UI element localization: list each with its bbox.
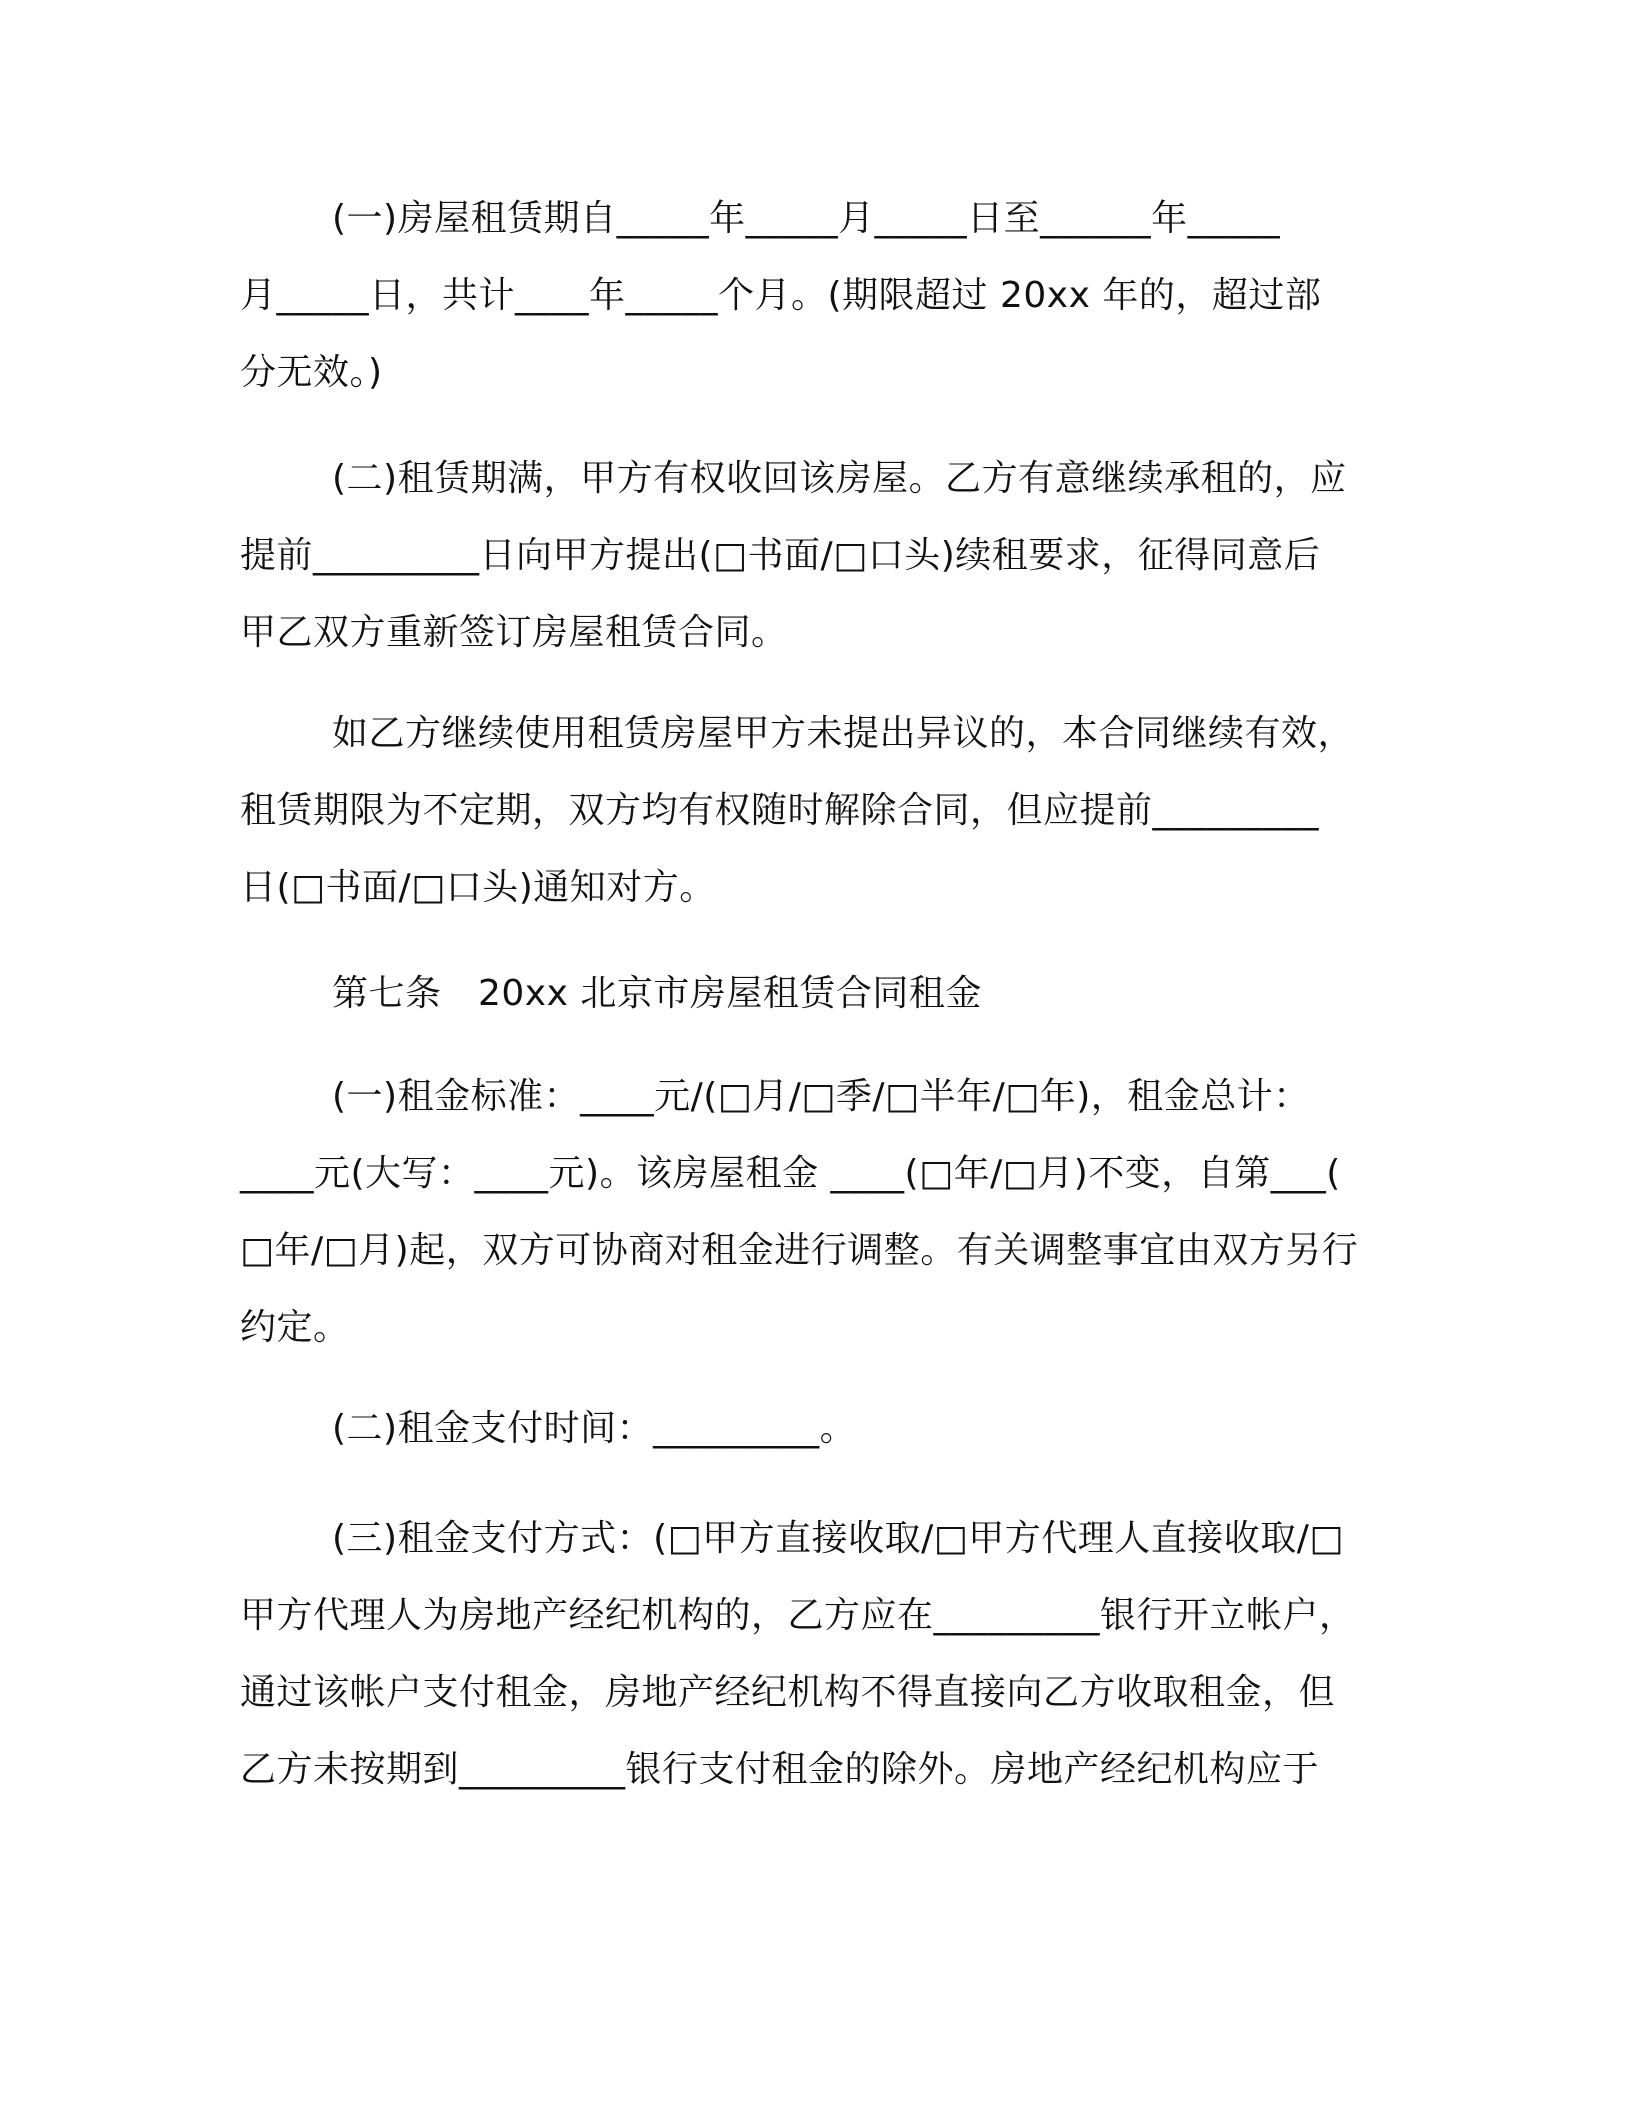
- text-line: (二)租赁期满，甲方有权收回该房屋。乙方有意继续承租的，应: [332, 458, 1347, 499]
- article-seven-heading: [240, 955, 982, 1032]
- paragraph-indefinite-term: [240, 695, 1354, 926]
- paragraph-lease-renewal: [240, 440, 1347, 671]
- paragraph-lease-term: [240, 180, 1321, 411]
- text-line: 通过该帐户支付租金，房地产经纪机构不得直接向乙方收取租金，但: [240, 1672, 1336, 1713]
- text-line: 约定。: [240, 1307, 350, 1348]
- text-line: □年/□月)起，双方可协商对租金进行调整。有关调整事宜由双方另行: [240, 1230, 1359, 1271]
- paragraph-rent-payment-time: [240, 1390, 856, 1467]
- section-heading: 第七条 20xx 北京市房屋租赁合同租金: [332, 973, 982, 1014]
- text-line: 乙方未按期到_________银行支付租金的除外。房地产经纪机构应于: [240, 1749, 1320, 1790]
- text-line: (三)租金支付方式：(□甲方直接收取/□甲方代理人直接收取/□: [332, 1518, 1344, 1559]
- text-line: (一)租金标准：____元/(□月/□季/□半年/□年)，租金总计：: [332, 1076, 1310, 1117]
- text-line: 日(□书面/□口头)通知对方。: [240, 867, 716, 908]
- text-line: 月_____日，共计____年_____个月。(期限超过 20xx 年的，超过部: [240, 275, 1322, 316]
- text-line: 分无效。): [240, 352, 383, 393]
- text-line: 如乙方继续使用租赁房屋甲方未提出异议的，本合同继续有效，: [332, 713, 1355, 754]
- paragraph-rent-payment-method: [240, 1500, 1356, 1808]
- text-line: ____元(大写：____元)。该房屋租金 ____(□年/□月)不变，自第___(: [240, 1153, 1341, 1194]
- paragraph-rent-standard: [240, 1058, 1358, 1366]
- text-line: (二)租金支付时间：_________。: [332, 1408, 857, 1449]
- text-line: 提前_________日向甲方提出(□书面/□口头)续租要求，征得同意后: [240, 535, 1321, 576]
- text-line: 甲乙双方重新签订房屋租赁合同。: [240, 612, 788, 653]
- text-line: 租赁期限为不定期，双方均有权随时解除合同，但应提前_________: [240, 790, 1320, 831]
- text-line: 甲方代理人为房地产经纪机构的，乙方应在_________银行开立帐户，: [240, 1595, 1356, 1636]
- text-line: (一)房屋租赁期自_____年_____月_____日至______年_____: [332, 198, 1281, 239]
